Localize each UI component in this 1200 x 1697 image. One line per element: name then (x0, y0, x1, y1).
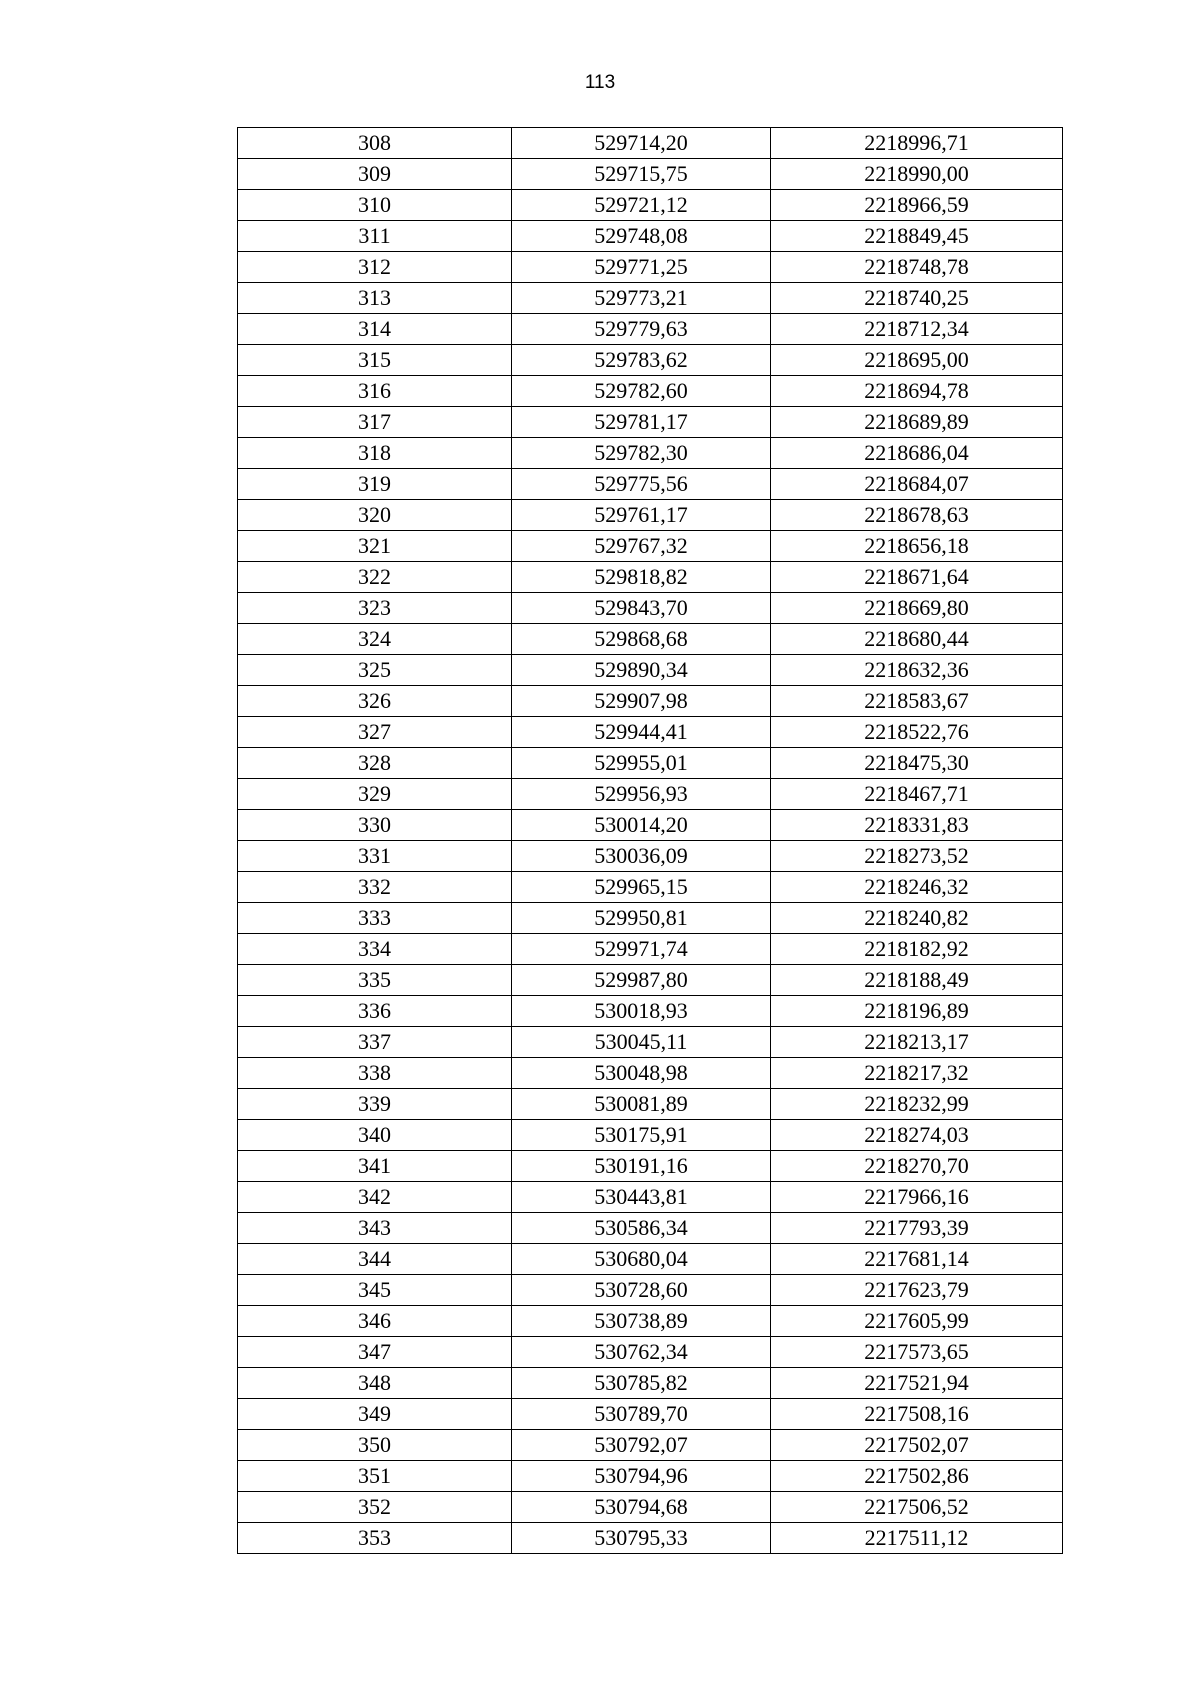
point-number-cell: 308 (238, 128, 512, 159)
y-coordinate-cell: 2218274,03 (771, 1120, 1063, 1151)
y-coordinate-cell: 2217506,52 (771, 1492, 1063, 1523)
point-number-cell: 330 (238, 810, 512, 841)
table-row (238, 903, 1063, 934)
x-coordinate-cell: 530443,81 (512, 1182, 771, 1213)
x-coordinate-cell: 529890,34 (512, 655, 771, 686)
y-coordinate-cell: 2218232,99 (771, 1089, 1063, 1120)
x-coordinate-cell: 529771,25 (512, 252, 771, 283)
y-coordinate-cell: 2218467,71 (771, 779, 1063, 810)
y-coordinate-cell: 2218188,49 (771, 965, 1063, 996)
point-number-cell: 331 (238, 841, 512, 872)
x-coordinate-cell: 529782,30 (512, 438, 771, 469)
y-coordinate-cell: 2218966,59 (771, 190, 1063, 221)
x-coordinate-cell: 530728,60 (512, 1275, 771, 1306)
table-row (238, 624, 1063, 655)
x-coordinate-cell: 529761,17 (512, 500, 771, 531)
table-row (238, 1151, 1063, 1182)
y-coordinate-cell: 2218671,64 (771, 562, 1063, 593)
table-row (238, 1399, 1063, 1430)
table-row (238, 655, 1063, 686)
point-number-cell: 321 (238, 531, 512, 562)
table-row (238, 1182, 1063, 1213)
y-coordinate-cell: 2218240,82 (771, 903, 1063, 934)
y-coordinate-cell: 2218273,52 (771, 841, 1063, 872)
x-coordinate-cell: 529783,62 (512, 345, 771, 376)
y-coordinate-cell: 2218196,89 (771, 996, 1063, 1027)
table-row (238, 314, 1063, 345)
table-row (238, 1058, 1063, 1089)
table-row (238, 717, 1063, 748)
point-number-cell: 323 (238, 593, 512, 624)
x-coordinate-cell: 529748,08 (512, 221, 771, 252)
x-coordinate-cell: 529781,17 (512, 407, 771, 438)
x-coordinate-cell: 529955,01 (512, 748, 771, 779)
point-number-cell: 309 (238, 159, 512, 190)
y-coordinate-cell: 2218684,07 (771, 469, 1063, 500)
y-coordinate-cell: 2217605,99 (771, 1306, 1063, 1337)
table-row (238, 779, 1063, 810)
table-row (238, 810, 1063, 841)
table-row (238, 128, 1063, 159)
table-row (238, 1430, 1063, 1461)
y-coordinate-cell: 2218849,45 (771, 221, 1063, 252)
point-number-cell: 322 (238, 562, 512, 593)
point-number-cell: 324 (238, 624, 512, 655)
point-number-cell: 345 (238, 1275, 512, 1306)
point-number-cell: 344 (238, 1244, 512, 1275)
coordinates-table-body (238, 128, 1063, 1554)
x-coordinate-cell: 529965,15 (512, 872, 771, 903)
point-number-cell: 336 (238, 996, 512, 1027)
x-coordinate-cell: 530680,04 (512, 1244, 771, 1275)
table-row (238, 1213, 1063, 1244)
table-row (238, 1461, 1063, 1492)
x-coordinate-cell: 529715,75 (512, 159, 771, 190)
table-row (238, 376, 1063, 407)
table-row (238, 841, 1063, 872)
point-number-cell: 326 (238, 686, 512, 717)
point-number-cell: 335 (238, 965, 512, 996)
point-number-cell: 338 (238, 1058, 512, 1089)
x-coordinate-cell: 530795,33 (512, 1523, 771, 1554)
y-coordinate-cell: 2218632,36 (771, 655, 1063, 686)
table-row (238, 469, 1063, 500)
x-coordinate-cell: 530785,82 (512, 1368, 771, 1399)
page-number: 113 (584, 72, 616, 93)
point-number-cell: 343 (238, 1213, 512, 1244)
point-number-cell: 318 (238, 438, 512, 469)
x-coordinate-cell: 529782,60 (512, 376, 771, 407)
y-coordinate-cell: 2218213,17 (771, 1027, 1063, 1058)
point-number-cell: 341 (238, 1151, 512, 1182)
x-coordinate-cell: 530018,93 (512, 996, 771, 1027)
table-row (238, 1492, 1063, 1523)
x-coordinate-cell: 529944,41 (512, 717, 771, 748)
y-coordinate-cell: 2218246,32 (771, 872, 1063, 903)
table-row (238, 1368, 1063, 1399)
y-coordinate-cell: 2218996,71 (771, 128, 1063, 159)
x-coordinate-cell: 530586,34 (512, 1213, 771, 1244)
y-coordinate-cell: 2218695,00 (771, 345, 1063, 376)
point-number-cell: 333 (238, 903, 512, 934)
point-number-cell: 334 (238, 934, 512, 965)
point-number-cell: 350 (238, 1430, 512, 1461)
y-coordinate-cell: 2218182,92 (771, 934, 1063, 965)
table-row (238, 283, 1063, 314)
point-number-cell: 314 (238, 314, 512, 345)
x-coordinate-cell: 530191,16 (512, 1151, 771, 1182)
x-coordinate-cell: 530081,89 (512, 1089, 771, 1120)
y-coordinate-cell: 2217508,16 (771, 1399, 1063, 1430)
x-coordinate-cell: 529721,12 (512, 190, 771, 221)
y-coordinate-cell: 2218748,78 (771, 252, 1063, 283)
point-number-cell: 316 (238, 376, 512, 407)
y-coordinate-cell: 2217573,65 (771, 1337, 1063, 1368)
table-row (238, 221, 1063, 252)
x-coordinate-cell: 529779,63 (512, 314, 771, 345)
point-number-cell: 317 (238, 407, 512, 438)
y-coordinate-cell: 2218331,83 (771, 810, 1063, 841)
y-coordinate-cell: 2218680,44 (771, 624, 1063, 655)
y-coordinate-cell: 2217793,39 (771, 1213, 1063, 1244)
table-row (238, 1275, 1063, 1306)
table-row (238, 252, 1063, 283)
x-coordinate-cell: 530048,98 (512, 1058, 771, 1089)
x-coordinate-cell: 529767,32 (512, 531, 771, 562)
x-coordinate-cell: 529987,80 (512, 965, 771, 996)
point-number-cell: 348 (238, 1368, 512, 1399)
x-coordinate-cell: 530175,91 (512, 1120, 771, 1151)
table-row (238, 562, 1063, 593)
y-coordinate-cell: 2218475,30 (771, 748, 1063, 779)
point-number-cell: 315 (238, 345, 512, 376)
y-coordinate-cell: 2217521,94 (771, 1368, 1063, 1399)
table-row (238, 500, 1063, 531)
y-coordinate-cell: 2217966,16 (771, 1182, 1063, 1213)
point-number-cell: 328 (238, 748, 512, 779)
table-row (238, 965, 1063, 996)
point-number-cell: 327 (238, 717, 512, 748)
y-coordinate-cell: 2218686,04 (771, 438, 1063, 469)
table-row (238, 159, 1063, 190)
point-number-cell: 347 (238, 1337, 512, 1368)
table-row (238, 593, 1063, 624)
table-row (238, 1306, 1063, 1337)
x-coordinate-cell: 529950,81 (512, 903, 771, 934)
point-number-cell: 353 (238, 1523, 512, 1554)
table-row (238, 438, 1063, 469)
point-number-cell: 346 (238, 1306, 512, 1337)
point-number-cell: 329 (238, 779, 512, 810)
table-row (238, 996, 1063, 1027)
x-coordinate-cell: 529775,56 (512, 469, 771, 500)
table-row (238, 1089, 1063, 1120)
point-number-cell: 312 (238, 252, 512, 283)
point-number-cell: 332 (238, 872, 512, 903)
y-coordinate-cell: 2218522,76 (771, 717, 1063, 748)
point-number-cell: 325 (238, 655, 512, 686)
point-number-cell: 337 (238, 1027, 512, 1058)
x-coordinate-cell: 529907,98 (512, 686, 771, 717)
x-coordinate-cell: 529843,70 (512, 593, 771, 624)
point-number-cell: 349 (238, 1399, 512, 1430)
point-number-cell: 342 (238, 1182, 512, 1213)
x-coordinate-cell: 530794,96 (512, 1461, 771, 1492)
x-coordinate-cell: 529868,68 (512, 624, 771, 655)
table-row (238, 531, 1063, 562)
x-coordinate-cell: 530789,70 (512, 1399, 771, 1430)
x-coordinate-cell: 529818,82 (512, 562, 771, 593)
x-coordinate-cell: 529971,74 (512, 934, 771, 965)
point-number-cell: 339 (238, 1089, 512, 1120)
y-coordinate-cell: 2218583,67 (771, 686, 1063, 717)
y-coordinate-cell: 2217623,79 (771, 1275, 1063, 1306)
y-coordinate-cell: 2218270,70 (771, 1151, 1063, 1182)
y-coordinate-cell: 2217681,14 (771, 1244, 1063, 1275)
table-row (238, 872, 1063, 903)
table-row (238, 1523, 1063, 1554)
y-coordinate-cell: 2217502,86 (771, 1461, 1063, 1492)
table-row (238, 1244, 1063, 1275)
x-coordinate-cell: 530045,11 (512, 1027, 771, 1058)
table-row (238, 1120, 1063, 1151)
point-number-cell: 351 (238, 1461, 512, 1492)
point-number-cell: 310 (238, 190, 512, 221)
table-row (238, 190, 1063, 221)
x-coordinate-cell: 530036,09 (512, 841, 771, 872)
y-coordinate-cell: 2218689,89 (771, 407, 1063, 438)
point-number-cell: 352 (238, 1492, 512, 1523)
table-row (238, 934, 1063, 965)
table-row (238, 407, 1063, 438)
point-number-cell: 340 (238, 1120, 512, 1151)
y-coordinate-cell: 2218669,80 (771, 593, 1063, 624)
x-coordinate-cell: 529773,21 (512, 283, 771, 314)
y-coordinate-cell: 2218740,25 (771, 283, 1063, 314)
y-coordinate-cell: 2217511,12 (771, 1523, 1063, 1554)
x-coordinate-cell: 530014,20 (512, 810, 771, 841)
x-coordinate-cell: 530762,34 (512, 1337, 771, 1368)
table-row (238, 1027, 1063, 1058)
point-number-cell: 319 (238, 469, 512, 500)
point-number-cell: 320 (238, 500, 512, 531)
y-coordinate-cell: 2218656,18 (771, 531, 1063, 562)
x-coordinate-cell: 529956,93 (512, 779, 771, 810)
coordinates-table (237, 127, 1063, 1554)
y-coordinate-cell: 2218712,34 (771, 314, 1063, 345)
table-row (238, 345, 1063, 376)
point-number-cell: 313 (238, 283, 512, 314)
x-coordinate-cell: 530792,07 (512, 1430, 771, 1461)
x-coordinate-cell: 530738,89 (512, 1306, 771, 1337)
y-coordinate-cell: 2217502,07 (771, 1430, 1063, 1461)
table-row (238, 748, 1063, 779)
y-coordinate-cell: 2218990,00 (771, 159, 1063, 190)
y-coordinate-cell: 2218678,63 (771, 500, 1063, 531)
table-row (238, 1337, 1063, 1368)
x-coordinate-cell: 530794,68 (512, 1492, 771, 1523)
x-coordinate-cell: 529714,20 (512, 128, 771, 159)
table-row (238, 686, 1063, 717)
y-coordinate-cell: 2218694,78 (771, 376, 1063, 407)
y-coordinate-cell: 2218217,32 (771, 1058, 1063, 1089)
point-number-cell: 311 (238, 221, 512, 252)
